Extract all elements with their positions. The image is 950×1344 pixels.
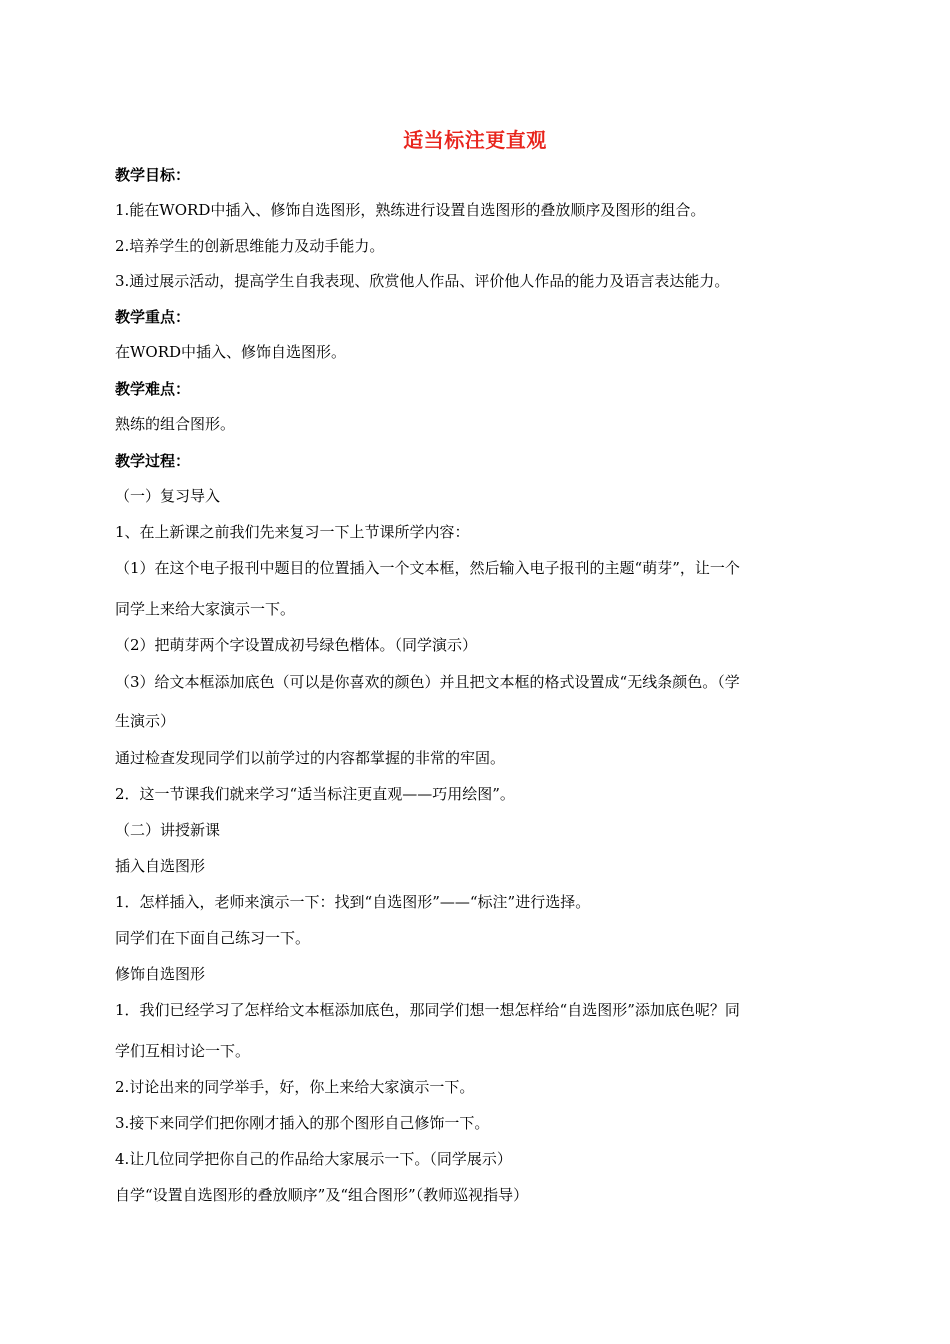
paragraph-line: 熟练的组合图形。 [115,415,236,433]
paragraph-line: 3.通过展示活动，提高学生自我表现、欣赏他人作品、评价他人作品的能力及语言表达能力。 [115,272,730,290]
paragraph-line: 2.培养学生的创新思维能力及动手能力。 [115,237,385,255]
paragraph-line: 生演示） [115,712,176,730]
paragraph-line: 1．怎样插入，老师来演示一下：找到“自选图形”——“标注”进行选择。 [115,893,591,911]
section-heading-key-points: 教学重点： [115,308,191,326]
section-heading-process: 教学过程： [115,452,191,470]
section-heading-objectives: 教学目标： [115,166,191,184]
section-heading-difficulties: 教学难点： [115,380,191,398]
paragraph-line: 学们互相讨论一下。 [115,1042,251,1060]
paragraph-line: 插入自选图形 [115,857,206,875]
paragraph-line: 在WORD中插入、修饰自选图形。 [115,343,347,361]
paragraph-line: （3）给文本框添加底色（可以是你喜欢的颜色）并且把文本框的格式设置成“无线条颜色。（学 [115,673,740,691]
paragraph-line: 同学们在下面自己练习一下。 [115,929,311,947]
paragraph-line: 同学上来给大家演示一下。 [115,600,296,618]
paragraph-line: 1．我们已经学习了怎样给文本框添加底色，那同学们想一想怎样给“自选图形”添加底色呢？同 [115,1001,740,1019]
document-title: 适当标注更直观 [403,128,547,152]
paragraph-line: 2．这一节课我们就来学习“适当标注更直观——巧用绘图”。 [115,785,515,803]
paragraph-line: （一）复习导入 [115,487,221,505]
paragraph-line: 修饰自选图形 [115,965,206,983]
paragraph-line: （二）讲授新课 [115,821,221,839]
paragraph-line: 2.讨论出来的同学举手，好，你上来给大家演示一下。 [115,1078,475,1096]
paragraph-line: 3.接下来同学们把你刚才插入的那个图形自己修饰一下。 [115,1114,490,1132]
paragraph-line: 通过检查发现同学们以前学过的内容都掌握的非常的牢固。 [115,749,506,767]
paragraph-line: 4.让几位同学把你自己的作品给大家展示一下。（同学展示） [115,1150,512,1168]
paragraph-line: （1）在这个电子报刊中题目的位置插入一个文本框，然后输入电子报刊的主题“萌芽”，让一个 [115,559,740,577]
paragraph-line: （2）把萌芽两个字设置成初号绿色楷体。（同学演示） [115,636,478,654]
paragraph-line: 自学“设置自选图形的叠放顺序”及“组合图形”（教师巡视指导） [115,1186,529,1204]
paragraph-line: 1.能在WORD中插入、修饰自选图形，熟练进行设置自选图形的叠放顺序及图形的组合。 [115,201,706,219]
paragraph-line: 1、在上新课之前我们先来复习一下上节课所学内容： [115,523,470,541]
